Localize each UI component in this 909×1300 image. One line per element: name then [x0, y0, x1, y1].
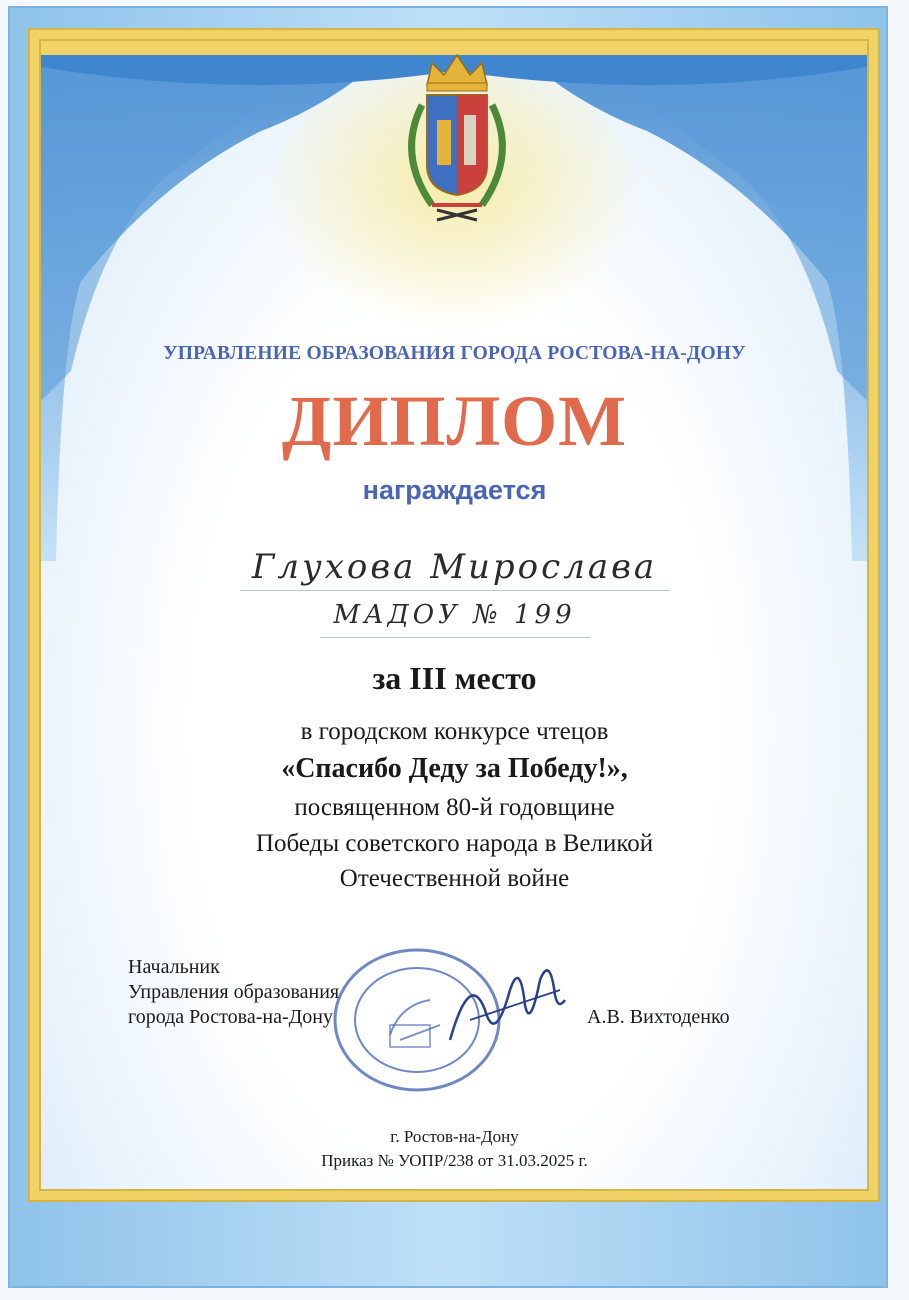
position-line2: Управления образования	[128, 981, 340, 1003]
position-line1: Начальник	[128, 956, 220, 978]
contest-intro: в городском конкурсе чтецов	[300, 718, 609, 745]
dedication-line2: Победы советского народа в Великой	[255, 830, 654, 857]
handwritten-signature	[440, 950, 570, 1060]
award-place: за III место	[372, 660, 537, 696]
issue-city: г. Ростов-на-Дону	[390, 1127, 519, 1146]
recipient-organization: МАДОУ № 199	[333, 600, 576, 630]
name-underline	[240, 590, 670, 591]
signatory-position	[128, 955, 339, 1030]
issuer-heading: УПРАВЛЕНИЕ ОБРАЗОВАНИЯ ГОРОДА РОСТОВА-НА-ДОНУ	[163, 343, 746, 364]
signer-name: А.В. Вихтоденко	[587, 1006, 730, 1028]
contest-name: «Спасибо Деду за Победу!»,	[281, 753, 628, 784]
order-reference: Приказ № УОПР/238 от 31.03.2025 г.	[321, 1151, 588, 1170]
dedication-line3: Отечественной войне	[339, 865, 570, 892]
dedication-line1: посвященном 80-й годовщине	[294, 794, 615, 821]
recipient-name: Глухова Мирослава	[251, 547, 658, 587]
diploma-title: ДИПЛОМ	[281, 381, 628, 461]
org-underline	[320, 637, 590, 638]
awarded-label: награждается	[362, 475, 547, 505]
coat-of-arms-emblem	[372, 45, 542, 225]
position-line3: города Ростова-на-Дону	[128, 1006, 333, 1028]
